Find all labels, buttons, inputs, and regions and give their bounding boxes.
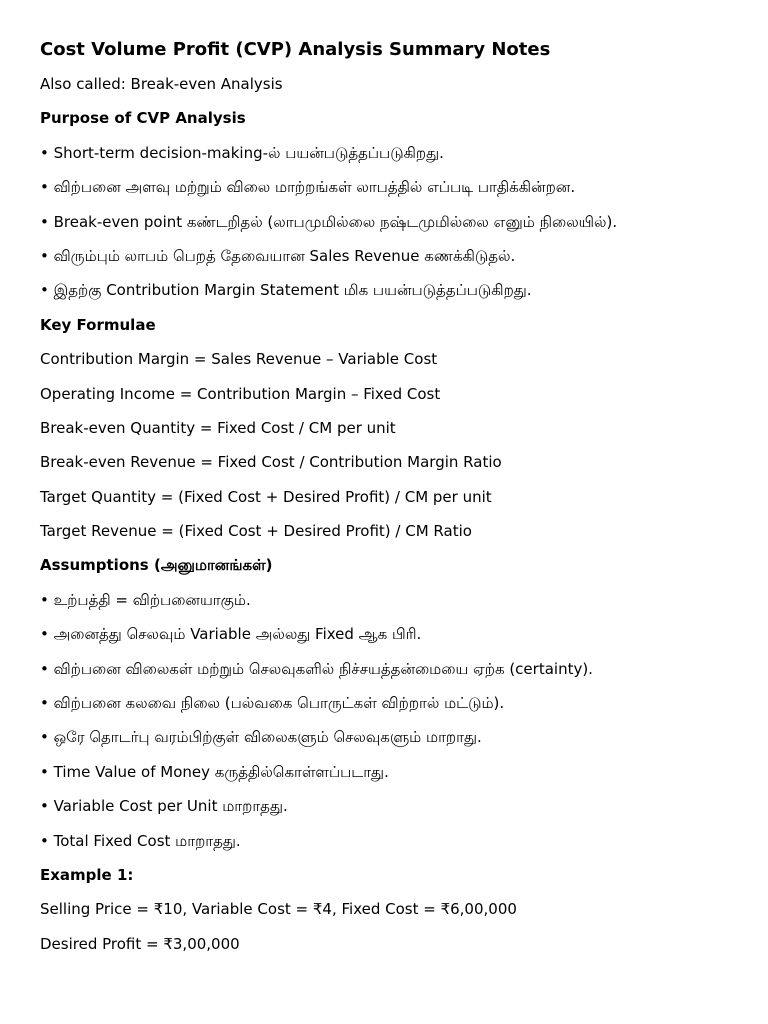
bullet-item: • Time Value of Money கருத்தில்கொள்ளப்படாது. bbox=[40, 762, 389, 781]
paragraph-line: Also called: Break-even Analysis bbox=[40, 75, 283, 93]
bullet-item: • அனைத்து செலவும் Variable அல்லது Fixed ஆக பிரி. bbox=[40, 625, 422, 644]
bullet-item: • Short-term decision-making-ல் பயன்படுத்தப்படுகிறது. bbox=[40, 143, 444, 162]
section-heading: Example 1: bbox=[40, 865, 134, 884]
bullet-item: • Break-even point கண்டறிதல் (லாபமுமில்லை நஷ்டமுமில்லை எனும் நிலையில்). bbox=[40, 212, 618, 231]
formula-line: Selling Price = ₹10, Variable Cost = ₹4, Fixed Cost = ₹6,00,000 bbox=[40, 900, 517, 919]
bullet-item: • விரும்பும் லாபம் பெறத் தேவையான Sales Revenue கணக்கிடுதல். bbox=[40, 246, 516, 265]
bullet-item: • விற்பனை விலைகள் மற்றும் செலவுகளில் நிச்சயத்தன்மையை ஏற்க (certainty). bbox=[40, 659, 593, 678]
bullet-item: • ஒரே தொடர்பு வரம்பிற்குள் விலைகளும் செலவுகளும் மாறாது. bbox=[40, 728, 482, 747]
section-heading: Purpose of CVP Analysis bbox=[40, 109, 246, 128]
formula-line: Break-even Quantity = Fixed Cost / CM per unit bbox=[40, 418, 396, 437]
formula-line: Break-even Revenue = Fixed Cost / Contribution Margin Ratio bbox=[40, 453, 502, 472]
bullet-item: • விற்பனை கலவை நிலை (பல்வகை பொருட்கள் விற்றால் மட்டும்). bbox=[40, 694, 505, 713]
document-body bbox=[40, 75, 728, 953]
formula-line: Contribution Margin = Sales Revenue – Variable Cost bbox=[40, 350, 438, 369]
bullet-item: • Total Fixed Cost மாறாதது. bbox=[40, 831, 241, 850]
bullet-item: • இதற்கு Contribution Margin Statement மிக பயன்படுத்தப்படுகிறது. bbox=[40, 281, 532, 300]
bullet-item: • Variable Cost per Unit மாறாதது. bbox=[40, 797, 288, 816]
formula-line: Desired Profit = ₹3,00,000 bbox=[40, 934, 240, 953]
document-title: Cost Volume Profit (CVP) Analysis Summary Notes bbox=[40, 39, 551, 60]
section-heading: Assumptions (அனுமானங்கள்) bbox=[40, 556, 273, 575]
formula-line: Target Revenue = (Fixed Cost + Desired Profit) / CM Ratio bbox=[40, 522, 472, 541]
bullet-item: • விற்பனை அளவு மற்றும் விலை மாற்றங்கள் லாபத்தில் எப்படி பாதிக்கின்றன. bbox=[40, 178, 576, 197]
formula-line: Operating Income = Contribution Margin – Fixed Cost bbox=[40, 384, 441, 403]
section-heading: Key Formulae bbox=[40, 315, 156, 334]
formula-line: Target Quantity = (Fixed Cost + Desired Profit) / CM per unit bbox=[40, 487, 492, 506]
bullet-item: • உற்பத்தி = விற்பனையாகும். bbox=[40, 590, 251, 609]
